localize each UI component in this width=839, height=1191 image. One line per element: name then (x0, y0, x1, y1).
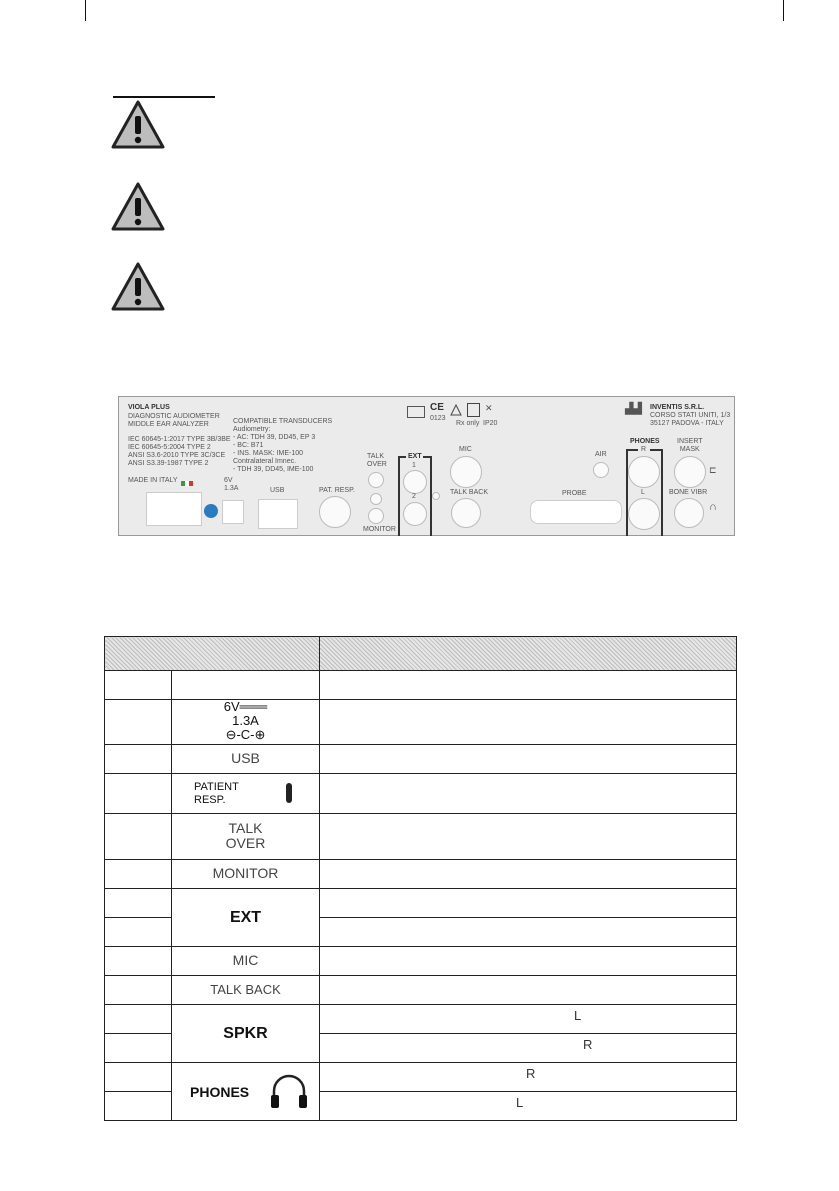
description-cell (320, 976, 737, 1005)
push-button-icon (286, 783, 292, 803)
row-number-cell (105, 700, 172, 745)
panel-air-label: AIR (595, 451, 607, 458)
row-number-cell (105, 918, 172, 947)
probe-connector (530, 500, 622, 524)
connector-cell (172, 976, 320, 1005)
italy-flag-icon (181, 481, 193, 486)
panel-ext-label: EXT (408, 453, 422, 460)
panel-model: VIOLA PLUS (128, 404, 170, 411)
connector-cell (172, 671, 320, 700)
ce-mark-icon: CE (430, 402, 444, 413)
polarity-icon: ⊖-C-⊕ (225, 727, 266, 742)
panel-talk-back-label: TALK BACK (450, 489, 488, 496)
monitor-jack (368, 508, 384, 524)
row-number-cell (105, 1034, 172, 1063)
panel-compat-list: Audiometry: - AC: TDH 39, DD45, EP 3 - BC: B71 - INS. MASK: IME-100 Contralateral Imnec. - TDH 39, DD45, IME-100 (233, 426, 316, 473)
panel-maker: INVENTIS S.R.L. (650, 404, 705, 411)
caution-icon (450, 404, 462, 416)
connector-cell (172, 774, 320, 814)
panel-ce-number: 0123 (430, 415, 446, 422)
description-cell (320, 1034, 737, 1063)
power-voltage-label: 6V (223, 699, 240, 714)
panel-ext2-label: 2 (412, 493, 416, 500)
monitor-label: MONITOR (212, 865, 279, 881)
panel-phones-label: PHONES (630, 438, 660, 445)
ext-bracket (423, 456, 432, 458)
description-cell (320, 918, 737, 947)
description-cell (320, 1063, 737, 1092)
panel-mic-label: MIC (459, 446, 472, 453)
headphones-icon (268, 1071, 310, 1111)
ext-led (432, 492, 440, 500)
connector-cell (172, 1005, 320, 1063)
crop-mark-right (783, 0, 784, 21)
air-port (593, 462, 609, 478)
talk-back-label: TALK BACK (210, 982, 281, 997)
phones-label: PHONES (190, 1084, 250, 1100)
power-current-label: 1.3A (232, 713, 259, 728)
panel-power-a: 1.3A (224, 485, 239, 492)
power-socket (146, 492, 202, 526)
panel-rx-only: Rx only (456, 420, 480, 427)
warning-icon (110, 261, 166, 313)
phones-bracket (626, 449, 628, 536)
panel-made-in: MADE IN ITALY (128, 477, 178, 484)
row-number-cell (105, 947, 172, 976)
connector-table (104, 636, 737, 1121)
description-cell (320, 700, 737, 745)
talk-over-jack (368, 472, 384, 488)
warning-icon (110, 99, 166, 151)
ext-1-jack (403, 470, 427, 494)
crop-mark-left (85, 0, 86, 21)
row-number-cell (105, 1005, 172, 1034)
connector-cell (172, 889, 320, 947)
manual-icon (407, 406, 425, 418)
ext-2-jack (403, 502, 427, 526)
phones-r-jack (628, 456, 660, 488)
row-number-cell (105, 814, 172, 860)
ext-bracket (398, 456, 406, 458)
panel-standard: ANSI S3.6-2010 TYPE 3C/3CE (128, 452, 226, 459)
panel-usb-label: USB (270, 487, 285, 494)
usb-label: USB (231, 750, 260, 766)
panel-address: CORSO STATI UNITI, 1/3 (650, 412, 731, 419)
usb-logo-icon (204, 504, 218, 518)
connector-cell (172, 947, 320, 976)
phones-bracket (650, 449, 663, 451)
bone-vibrator-jack (674, 498, 704, 528)
spkr-r-label: R (583, 1037, 593, 1052)
panel-standard: IEC 60645-5:2004 TYPE 2 (128, 444, 211, 451)
row-number-cell (105, 976, 172, 1005)
panel-pat-resp-label: PAT. RESP. (319, 487, 355, 494)
ext-label: EXT (229, 908, 262, 926)
headphone-icon: ∩ (709, 501, 717, 513)
manufacturer-icon: ▟▟ (625, 403, 642, 415)
description-cell (320, 889, 737, 918)
phones-r-label: R (526, 1066, 536, 1081)
panel-bone-vibr-label: BONE VIBR (669, 489, 708, 496)
usb-port (258, 499, 298, 529)
power-jack (222, 500, 244, 524)
panel-subtitle: MIDDLE EAR ANALYZER (128, 421, 209, 428)
section-heading-underline (113, 96, 215, 98)
mic-jack (450, 456, 482, 488)
panel-phones-r-label: R (641, 446, 647, 453)
description-cell (320, 774, 737, 814)
panel-address: 35127 PADOVA - ITALY (650, 420, 724, 427)
panel-power-v: 6V (224, 477, 233, 484)
patient-response-label: PATIENT RESP. (194, 781, 239, 806)
table-header-cell (105, 637, 320, 671)
connector-cell (172, 700, 320, 745)
phones-l-label: L (516, 1095, 524, 1110)
talk-over-label: TALK OVER (225, 819, 266, 851)
panel-ip-rating: IP20 (483, 420, 498, 427)
description-cell (320, 671, 737, 700)
insert-mask-jack (674, 456, 706, 488)
panel-subtitle: DIAGNOSTIC AUDIOMETER (128, 413, 220, 420)
warning-icon (110, 181, 166, 233)
connector-cell (172, 745, 320, 774)
row-number-cell (105, 889, 172, 918)
description-cell (320, 745, 737, 774)
patient-response-jack (319, 496, 351, 528)
panel-monitor-label: MONITOR (363, 526, 396, 533)
row-number-cell (105, 745, 172, 774)
row-number-cell (105, 860, 172, 889)
panel-standard: IEC 60645-1:2017 TYPE 3B/3BE (128, 436, 231, 443)
row-number-cell (105, 1063, 172, 1092)
phones-l-jack (628, 498, 660, 530)
panel-standard: ANSI S3.39-1987 TYPE 2 (128, 460, 209, 467)
mic-label: MIC (232, 952, 259, 968)
type-bf-icon (467, 403, 480, 417)
description-cell (320, 814, 737, 860)
panel-probe-label: PROBE (562, 490, 587, 497)
panel-ext1-label: 1 (412, 462, 416, 469)
description-cell (320, 860, 737, 889)
table-header-cell (320, 637, 737, 671)
panel-talk-over-label: TALK OVER (367, 453, 387, 468)
description-cell (320, 1005, 737, 1034)
weee-icon: ✕ (485, 403, 493, 413)
talk-back-jack (451, 498, 481, 528)
connector-cell (172, 1063, 320, 1121)
ext-bracket (398, 456, 400, 536)
description-cell (320, 947, 737, 976)
dc-symbol-icon: ═══ (239, 699, 268, 714)
row-number-cell (105, 671, 172, 700)
spkr-label: SPKR (223, 1024, 268, 1042)
panel-insert-mask-label: INSERT MASK (677, 438, 703, 453)
connector-cell (172, 814, 320, 860)
phones-bracket (661, 449, 663, 536)
connector-cell (172, 860, 320, 889)
row-number-cell (105, 1092, 172, 1121)
talk-over-led (370, 493, 382, 505)
panel-compat-title: COMPATIBLE TRANSDUCERS (233, 418, 333, 425)
spkr-l-label: L (574, 1008, 582, 1023)
phones-bracket (626, 449, 638, 451)
description-cell (320, 1092, 737, 1121)
insert-earphone-icon: ⊏ (709, 465, 717, 475)
panel-phones-l-label: L (641, 489, 645, 496)
row-number-cell (105, 774, 172, 814)
